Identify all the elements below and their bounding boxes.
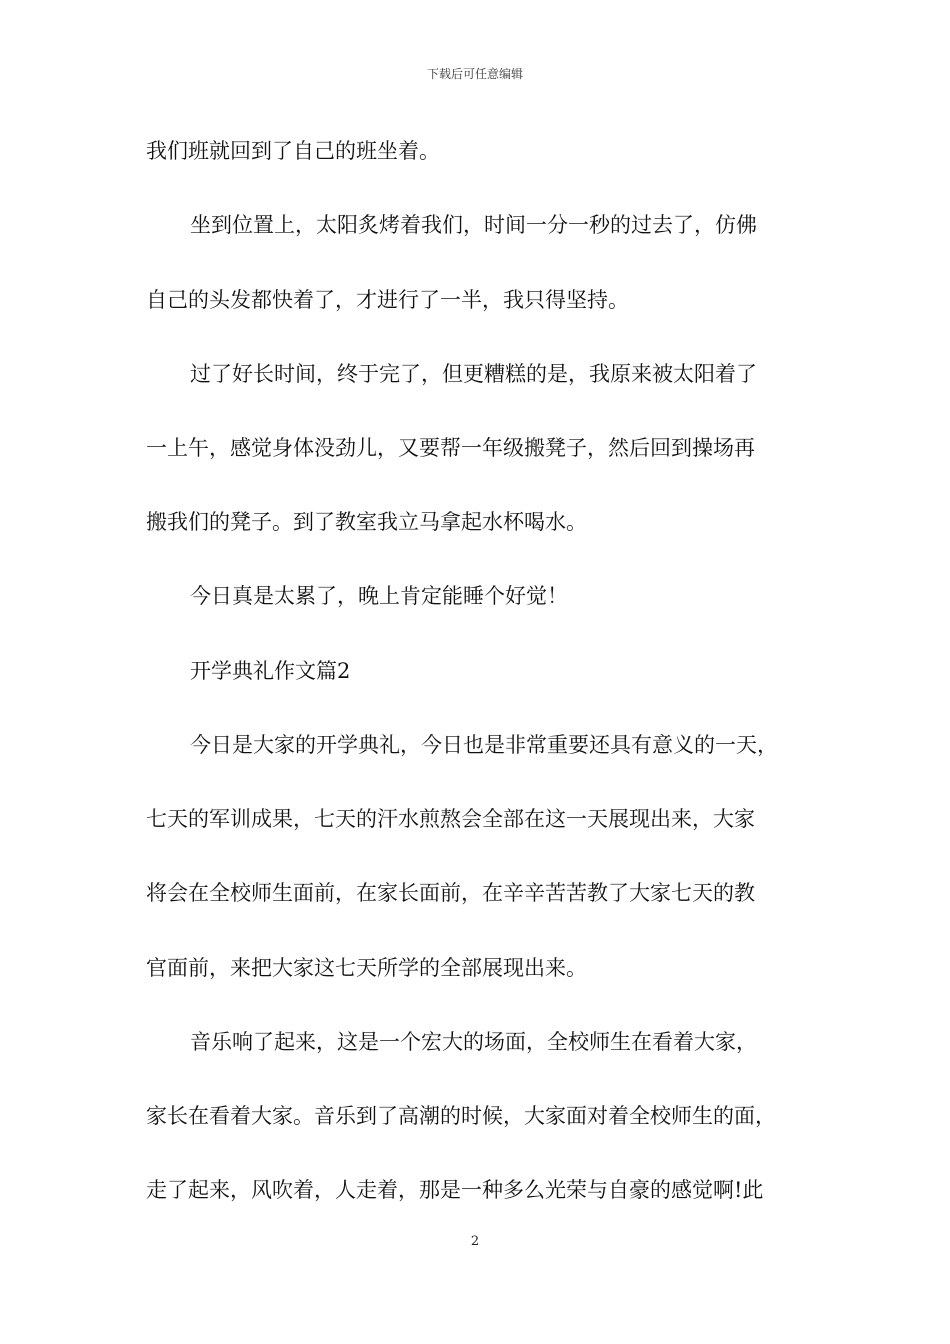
text-line: 坐到位置上，太阳炙烤着我们，时间一分一秒的过去了，仿佛 bbox=[190, 213, 757, 237]
text-line: 今日是大家的开学典礼，今日也是非常重要还具有意义的一天， bbox=[190, 733, 778, 757]
text-line: 家长在看着大家。音乐到了高潮的时候，大家面对着全校师生的面， bbox=[146, 1104, 776, 1128]
page-number: 2 bbox=[470, 1234, 480, 1249]
text-line: 七天的军训成果，七天的汗水煎熬会全部在这一天展现出来，大家 bbox=[146, 807, 755, 831]
text-line: 将会在全校师生面前，在家长面前，在辛辛苦苦教了大家七天的教 bbox=[146, 881, 755, 905]
text-line: 今日真是太累了，晚上肯定能睡个好觉！ bbox=[190, 584, 568, 608]
text-line: 自己的头发都快着了，才进行了一半，我只得坚持。 bbox=[146, 288, 629, 312]
text-line: 官面前，来把大家这七天所学的全部展现出来。 bbox=[146, 956, 587, 980]
text-line: 搬我们的凳子。到了教室我立马拿起水杯喝水。 bbox=[146, 510, 587, 534]
text-line: 一上午，感觉身体没劲儿，又要帮一年级搬凳子，然后回到操场再 bbox=[146, 436, 755, 460]
page-header: 下载后可任意编辑 bbox=[426, 67, 523, 81]
text-line: 过了好长时间，终于完了，但更糟糕的是，我原来被太阳着了 bbox=[190, 362, 757, 386]
text-line: 我们班就回到了自己的班坐着。 bbox=[146, 139, 440, 163]
text-line: 走了起来，风吹着，人走着，那是一种多么光荣与自豪的感觉啊!此 bbox=[146, 1178, 764, 1202]
section-heading: 开学典礼作文篇2 bbox=[190, 659, 351, 683]
text-line: 音乐响了起来，这是一个宏大的场面，全校师生在看着大家， bbox=[190, 1030, 757, 1054]
